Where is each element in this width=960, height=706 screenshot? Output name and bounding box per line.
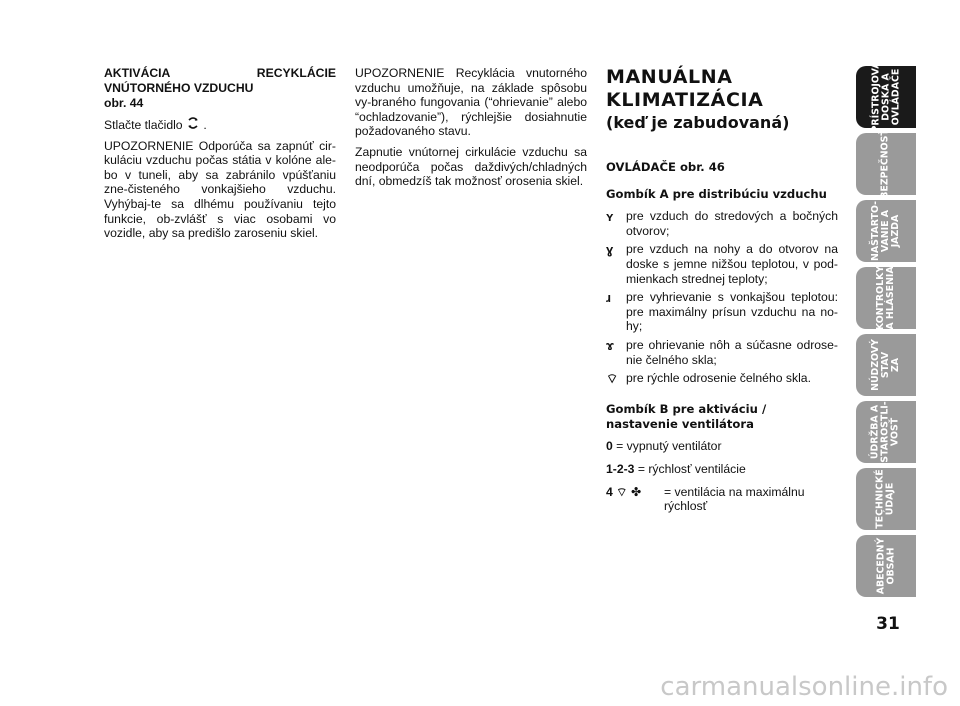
fan-value-0: = vypnutý ventilátor xyxy=(616,439,722,454)
page-number: 31 xyxy=(876,614,900,634)
figure-ref-44: obr. 44 xyxy=(104,96,144,110)
paragraph-rainy-days: Zapnutie vnútornej cirkulácie vzduchu sa neodporúča počas daždivých/chladných dní, obmedzíš tak možnosť orosenia skiel. xyxy=(355,144,587,189)
tab-label: NÚDZOVÝ STAV ZA xyxy=(870,339,901,391)
press-instruction xyxy=(104,117,336,133)
list-item xyxy=(606,371,838,386)
tab-label: PRÍSTROJOVÁ DOSKA A OVLÁDAČE xyxy=(870,61,901,133)
page-title-line1: MANUÁLNA xyxy=(606,66,733,88)
list-item-text: pre rýchle odrosenie čelného skla. xyxy=(626,371,811,386)
tab-starting-driving[interactable] xyxy=(856,200,916,262)
vent-feet-icon: ɹ xyxy=(606,290,612,306)
warning-circulation: UPOZORNENIE Odporúča sa zapnúť cir-kuláciu vzduchu počas státia v kolóne ale-bo v tuneli, aby sa zabránilo vpúšťaniu zne-čisteného vonkajšieho vzduchu. Vyhýbaj-te sa dlhému používaniu tejto funkcie, ob-zvlášť s viac osobami vo vozidle, aby sa predišlo zaroseniu skiel. xyxy=(104,138,336,241)
list-item-text: pre vyhrievanie s vonkajšou teplotou: pre maximálny prísun vzduchu na no-hy; xyxy=(626,290,838,334)
column-right xyxy=(606,66,838,522)
recirculation-icon xyxy=(186,117,200,133)
list-item xyxy=(606,242,838,286)
tab-technical-data[interactable] xyxy=(856,468,916,530)
page-title-line2: KLIMATIZÁCIA xyxy=(606,89,764,111)
tab-warning-lights[interactable] xyxy=(856,267,916,329)
press-end: . xyxy=(203,118,207,132)
list-item-text: pre vzduch na nohy a do otvorov na doske s jemne nižšou teplotou, v pod-mienkach strednej teploty; xyxy=(626,242,838,286)
list-item-text: pre ohrievanie nôh a súčasne odrose-nie čelného skla; xyxy=(626,337,838,367)
fan-value-4: = ventilácia na maximálnu rýchlosť xyxy=(664,484,805,514)
list-item xyxy=(606,290,838,334)
tab-label: TECHNICKÉ ÚDAJE xyxy=(874,469,896,529)
fan-key-0: 0 xyxy=(606,439,613,454)
tab-label: KONTROLKY A HLÁSENIA xyxy=(875,265,896,331)
column-middle xyxy=(355,66,587,195)
fan-key-4: 4 xyxy=(606,484,613,499)
tab-safety[interactable] xyxy=(856,129,916,199)
list-item xyxy=(606,338,838,367)
fan-setting-123 xyxy=(606,462,838,477)
watermark: carmanualsonline.info xyxy=(660,672,948,702)
knob-b-heading: Gombík B pre aktiváciu / nastavenie ventilátora xyxy=(606,402,767,431)
list-item-text: pre vzduch do stredových a bočných otvorov; xyxy=(626,209,838,238)
fan-icon: ✤ xyxy=(631,484,642,499)
fan-key-123: 1-2-3 xyxy=(606,461,635,476)
tab-label: ÚDRŽBA A STAROSTLI- VOSŤ xyxy=(870,401,901,463)
vent-face-feet-icon: ɣ xyxy=(606,242,614,258)
windshield-defrost-icon: ⌔ xyxy=(606,371,619,387)
tab-label: BEZPEČNOSŤ xyxy=(880,129,891,199)
section-heading-recirculation: AKTIVÁCIA RECYKLÁCIE VNÚTORNÉHO VZDUCHU xyxy=(104,66,336,95)
controls-heading: OVLÁDAČE obr. 46 xyxy=(606,160,725,174)
fan-setting-4 xyxy=(606,485,838,514)
fan-value-123: = rýchlosť ventilácie xyxy=(637,461,746,476)
chapter-tabs xyxy=(856,61,916,602)
tab-index[interactable] xyxy=(856,535,916,597)
fan-key-4-group xyxy=(606,485,664,514)
press-text: Stlačte tlačidlo xyxy=(104,118,183,132)
fan-setting-0 xyxy=(606,439,838,454)
tab-dashboard-controls[interactable] xyxy=(856,61,916,133)
vent-face-icon: ʏ xyxy=(606,209,614,225)
windshield-defrost-icon: ⌔ xyxy=(616,484,628,499)
warning-recirculation: UPOZORNENIE Recyklácia vnutorného vzduchu umožňuje, na základe spôsobu vy-braného fungovania (“ohrievanie” alebo “ochladzovanie”), rýchlejšie dosiahnutie požadovaného stavu. xyxy=(355,66,587,139)
tab-maintenance[interactable] xyxy=(856,401,916,463)
vent-feet-windshield-icon: ɤ xyxy=(606,337,614,353)
column-left xyxy=(104,66,336,247)
tab-emergency[interactable] xyxy=(856,334,916,396)
list-item xyxy=(606,209,838,238)
knob-a-heading: Gombík A pre distribúciu vzduchu xyxy=(606,186,827,201)
tab-label: NAŠTARTO- VANIE A JAZDA xyxy=(870,200,902,262)
tab-label: ABECEDNÝ OBSAH xyxy=(874,537,896,595)
page-subtitle: (keď je zabudovaná) xyxy=(606,113,790,132)
